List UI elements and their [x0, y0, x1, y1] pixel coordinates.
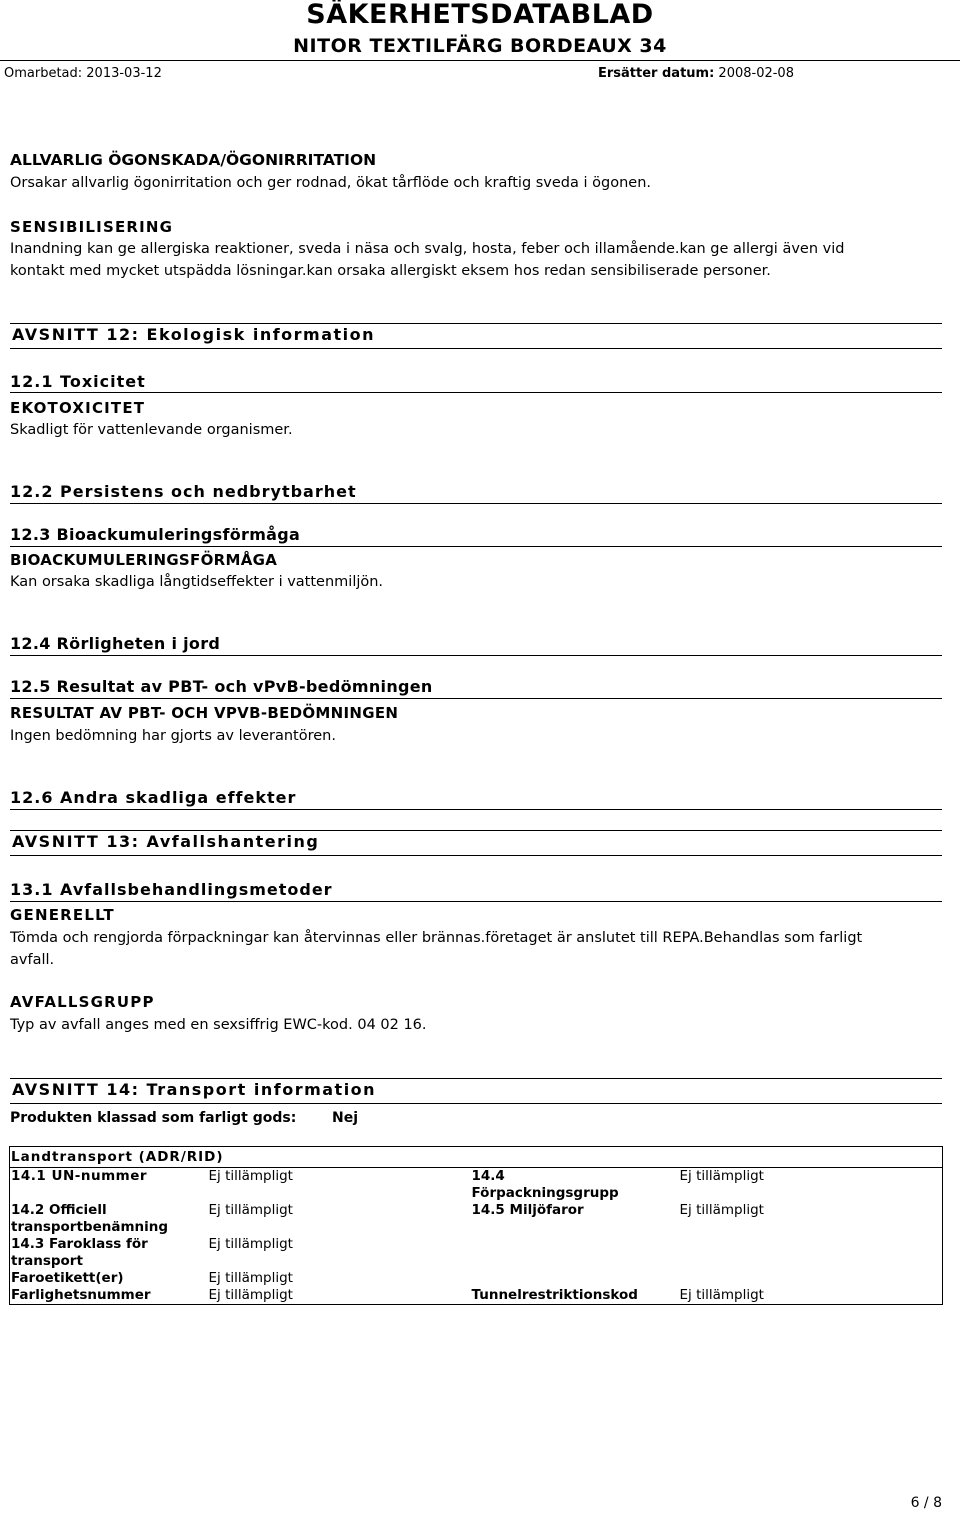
eye-heading: ALLVARLIG ÖGONSKADA/ÖGONIRRITATION: [10, 151, 377, 169]
other-effects-underline: [10, 809, 942, 810]
general-label: GENERELLT: [10, 906, 115, 924]
shipping-name-label-1: 14.2 Officiell: [11, 1202, 107, 1218]
section-12-title-bar: [10, 323, 942, 349]
bioaccum-text: Kan orsaka skadliga långtidseffekter i vattenmiljön.: [10, 574, 384, 590]
sens-heading: SENSIBILISERING: [10, 218, 174, 236]
general-line-1: Tömda och rengjorda förpackningar kan återvinnas eller brännas.företaget är anslutet till REPA.Behandlas som farligt: [10, 930, 863, 946]
shipping-name-label-2: transportbenämning: [11, 1219, 169, 1235]
replaces-date: [598, 65, 794, 83]
ecotox-text: Skadligt för vattenlevande organismer.: [10, 422, 293, 438]
packing-group-label: [471, 1168, 679, 1203]
tunnel-code-label: Tunnelrestriktionskod: [471, 1287, 638, 1303]
table-row: [10, 1270, 943, 1287]
persistence-heading: 12.2 Persistens och nedbrytbarhet: [10, 482, 357, 501]
toxicity-underline: [10, 392, 942, 393]
bioaccum-label: BIOACKUMULERINGSFÖRMÅGA: [10, 551, 278, 569]
transport-table-header: Landtransport (ADR/RID): [10, 1147, 943, 1168]
labels-value: Ej tillämpligt: [208, 1270, 293, 1286]
ecotox-label: EKOTOXICITET: [10, 399, 146, 417]
section-13-title: AVSNITT 13: Avfallshantering: [12, 832, 320, 851]
waste-methods-heading: 13.1 Avfallsbehandlingsmetoder: [10, 880, 333, 899]
waste-group-label: AVFALLSGRUPP: [10, 993, 155, 1011]
general-line-2: avfall.: [10, 952, 55, 968]
document-title: SÄKERHETSDATABLAD: [306, 0, 654, 30]
toxicity-heading: 12.1 Toxicitet: [10, 372, 146, 391]
waste-group-text: Typ av avfall anges med en sexsiffrig EWC-kod. 04 02 16.: [10, 1017, 427, 1033]
mobility-underline: [10, 655, 942, 656]
mobility-heading: 12.4 Rörligheten i jord: [10, 634, 221, 653]
pbt-heading: 12.5 Resultat av PBT- och vPvB-bedömningen: [10, 677, 433, 696]
hazard-class-label: [10, 1236, 208, 1270]
hazard-class-value: Ej tillämpligt: [208, 1236, 293, 1252]
pbt-label: RESULTAT AV PBT- OCH VPVB-BEDÖMNINGEN: [10, 704, 399, 722]
waste-methods-underline: [10, 901, 942, 902]
table-row: [10, 1236, 943, 1270]
replaces-label: Ersätter datum:: [598, 66, 715, 81]
product-name: NITOR TEXTILFÄRG BORDEAUX 34: [293, 35, 667, 57]
shipping-name-value: Ej tillämpligt: [208, 1202, 293, 1218]
section-13-title-bar: [10, 830, 942, 856]
page-number: 6 / 8: [910, 1495, 942, 1511]
hazard-number-value: Ej tillämpligt: [208, 1287, 293, 1303]
section-12-title: AVSNITT 12: Ekologisk information: [12, 325, 376, 344]
transport-table: [9, 1146, 943, 1305]
revised-date: Omarbetad: 2013-03-12: [4, 66, 162, 81]
sens-line-1: Inandning kan ge allergiska reaktioner, sveda i näsa och svalg, hosta, feber och illamående.kan ge allergi även vid: [10, 241, 845, 257]
classified-value: Nej: [332, 1110, 359, 1126]
hazard-class-label-1: 14.3 Faroklass för: [11, 1236, 148, 1252]
section-14-title: AVSNITT 14: Transport information: [12, 1080, 377, 1099]
section-14-title-bar: [10, 1078, 942, 1104]
persistence-underline: [10, 503, 942, 504]
replaces-value: 2008-02-08: [718, 66, 794, 81]
hazard-class-label-2: transport: [11, 1253, 83, 1269]
tunnel-code-value: Ej tillämpligt: [679, 1287, 764, 1303]
bioaccum-underline: [10, 546, 942, 547]
eye-text: Orsakar allvarlig ögonirritation och ger rodnad, ökat tårflöde och kraftig sveda i ögonen.: [10, 175, 652, 191]
un-number-value: Ej tillämpligt: [208, 1168, 293, 1184]
header-divider: [0, 60, 960, 61]
pbt-text: Ingen bedömning har gjorts av leverantören.: [10, 728, 336, 744]
table-row: [10, 1287, 943, 1305]
table-row: [10, 1202, 943, 1236]
env-hazards-value: Ej tillämpligt: [679, 1202, 764, 1218]
packing-group-label-1: 14.4: [471, 1168, 505, 1184]
un-number-label: 14.1 UN-nummer: [11, 1168, 148, 1184]
packing-group-label-2: Förpackningsgrupp: [471, 1185, 619, 1201]
packing-group-value: Ej tillämpligt: [679, 1168, 764, 1184]
env-hazards-label: 14.5 Miljöfaror: [471, 1202, 584, 1218]
hazard-number-label: Farlighetsnummer: [11, 1287, 151, 1303]
table-row: [10, 1168, 943, 1203]
labels-label: Faroetikett(er): [11, 1270, 124, 1286]
classified-label: Produkten klassad som farligt gods:: [10, 1110, 297, 1126]
bioaccum-heading: 12.3 Bioackumuleringsförmåga: [10, 525, 301, 544]
other-effects-heading: 12.6 Andra skadliga effekter: [10, 788, 297, 807]
shipping-name-label: [10, 1202, 208, 1236]
sens-line-2: kontakt med mycket utspädda lösningar.kan orsaka allergiskt eksem hos redan sensibiliserade personer.: [10, 263, 771, 279]
pbt-underline: [10, 698, 942, 699]
